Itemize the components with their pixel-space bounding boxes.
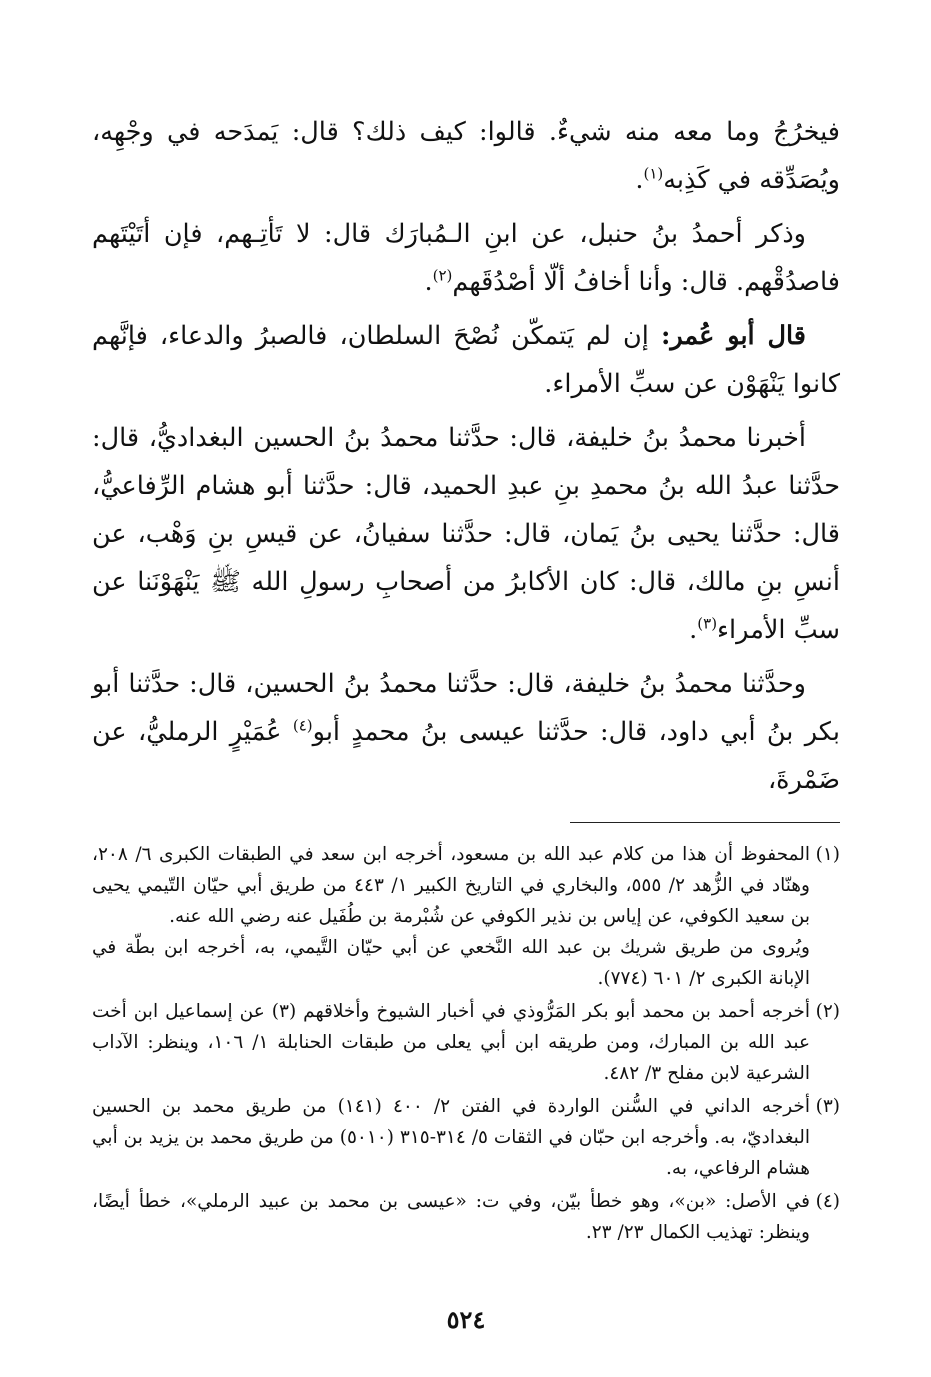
paragraph-3: قال أبو عُمر: إن لم يَتمكّن نُصْحَ السلطان، فالصبرُ والدعاء، فإنَّهم كانوا يَنْهَوْن عن سبِّ الأمراء.: [92, 321, 840, 399]
paragraph-2: وذكر أحمدُ بنُ حنبل، عن ابنِ الـمُبارَك قال: لا تَأتِـهم، فإن أتَيْتَهم فاصدُقْهم. قال: وأنا أخافُ ألّا أصْدُقَهم$^{(٢)}$.: [92, 219, 840, 297]
speaker-label: قال أبو عُمر:: [660, 321, 806, 351]
footnote-3: [92, 1091, 840, 1184]
footnote-text: في الأصل: «بن»، وهو خطأ بيّن، وفي ت: «عيسى بن محمد بن عبيد الرملي»، خطأ أيضًا، وينظر: تهذيب الكمال ٢٣/ ٢٣.: [92, 1191, 810, 1243]
page-number: ٥٢٤: [446, 1305, 486, 1334]
footnote-4: [92, 1186, 840, 1248]
footnote-text: أخرجه أحمد بن محمد أبو بكر المَرُّوذي في أخبار الشيوخ وأخلاقهم (٣) عن إسماعيل ابن أخت عبد الله بن المبارك، ومن طريقه ابن أبي يعلى من طبقات الحنابلة ١/ ١٠٦، وينظر: الآداب الشرعية لابن مفلح ٣/ ٤٨٢.: [92, 1001, 810, 1084]
footnote-ref-3[interactable]: (٣): [697, 614, 718, 633]
footnote-text: ويُروى من طريق شريك بن عبد الله النَّخعي عن أبي حيّان التَّيمي، به، أخرجه ابن بطّة في الإبانة الكبرى ٢/ ٦٠١ (٧٧٤).: [92, 937, 810, 989]
main-text: [92, 108, 840, 804]
footnote-ref-4[interactable]: (٤): [292, 716, 313, 735]
footnote-ref-1[interactable]: (١): [643, 164, 664, 183]
paragraph-1: فيخرُجُ وما معه منه شيءٌ. قالوا: كيف ذلك؟ قال: يَمدَحه في وجْهِه، ويُصَدِّقه في كَذِبه$^{(١)}$.: [92, 117, 840, 195]
paragraph-5: وحدَّثنا محمدُ بنُ خليفة، قال: حدَّثنا محمدُ بنُ الحسين، قال: حدَّثنا أبو بكر بنُ أبي داود، قال: حدَّثنا عيسى بنُ محمدٍ أبو$^{(٤)}$ عُمَيْرٍ الرمليُّ، عن ضَمْرةَ،: [92, 669, 840, 795]
footnote-2: [92, 996, 840, 1089]
book-page: [92, 108, 840, 1348]
footnote-number: (٢): [815, 1001, 840, 1022]
footnote-separator: [570, 822, 840, 823]
footnote-1: [92, 839, 840, 994]
footnote-number: (٣): [815, 1096, 840, 1117]
footnote-number: (٤): [815, 1191, 840, 1212]
footnote-text: المحفوظ أن هذا من كلام عبد الله بن مسعود، أخرجه ابن سعد في الطبقات الكبرى ٦/ ٢٠٨، وهنّاد في الزُّهد ٢/ ٥٥٥، والبخاري في التاريخ الكبير ١/ ٤٤٣ من طريق أبي حيّان التّيمي يحيى بن سعيد الكوفي، عن إياس بن نذير الكوفي عن شُبْرمة بن طُفَيل عنه رضي الله عنه.: [92, 844, 810, 927]
paragraph-4: أخبرنا محمدُ بنُ خليفة، قال: حدَّثنا محمدُ بنُ الحسين البغداديُّ، قال: حدَّثنا عبدُ الله بنُ محمدِ بنِ عبدِ الحميد، قال: حدَّثنا أبو هشام الرِّفاعيُّ، قال: حدَّثنا يحيى بنُ يَمان، قال: حدَّثنا سفيانُ، عن قيسِ بنِ وَهْب، عن أنسِ بنِ مالك، قال: كان الأكابرُ من أصحابِ رسولِ الله ﷺ يَنْهَوْنَنا عن سبِّ الأمراء$^{(٣)}$.: [92, 423, 840, 645]
footnote-ref-2[interactable]: (٢): [432, 266, 453, 285]
footnotes: [92, 839, 840, 1248]
footnote-number: (١): [815, 844, 840, 865]
footnote-text: أخرجه الداني في السُّنن الواردة في الفتن ٢/ ٤٠٠ (١٤١) من طريق محمد بن الحسين البغداديّ، به. وأخرجه ابن حبّان في الثقات ٥/ ٣١٤-٣١٥ (٥٠١٠) من طريق محمد بن يزيد بن أبي هشام الرفاعي، به.: [92, 1096, 810, 1179]
